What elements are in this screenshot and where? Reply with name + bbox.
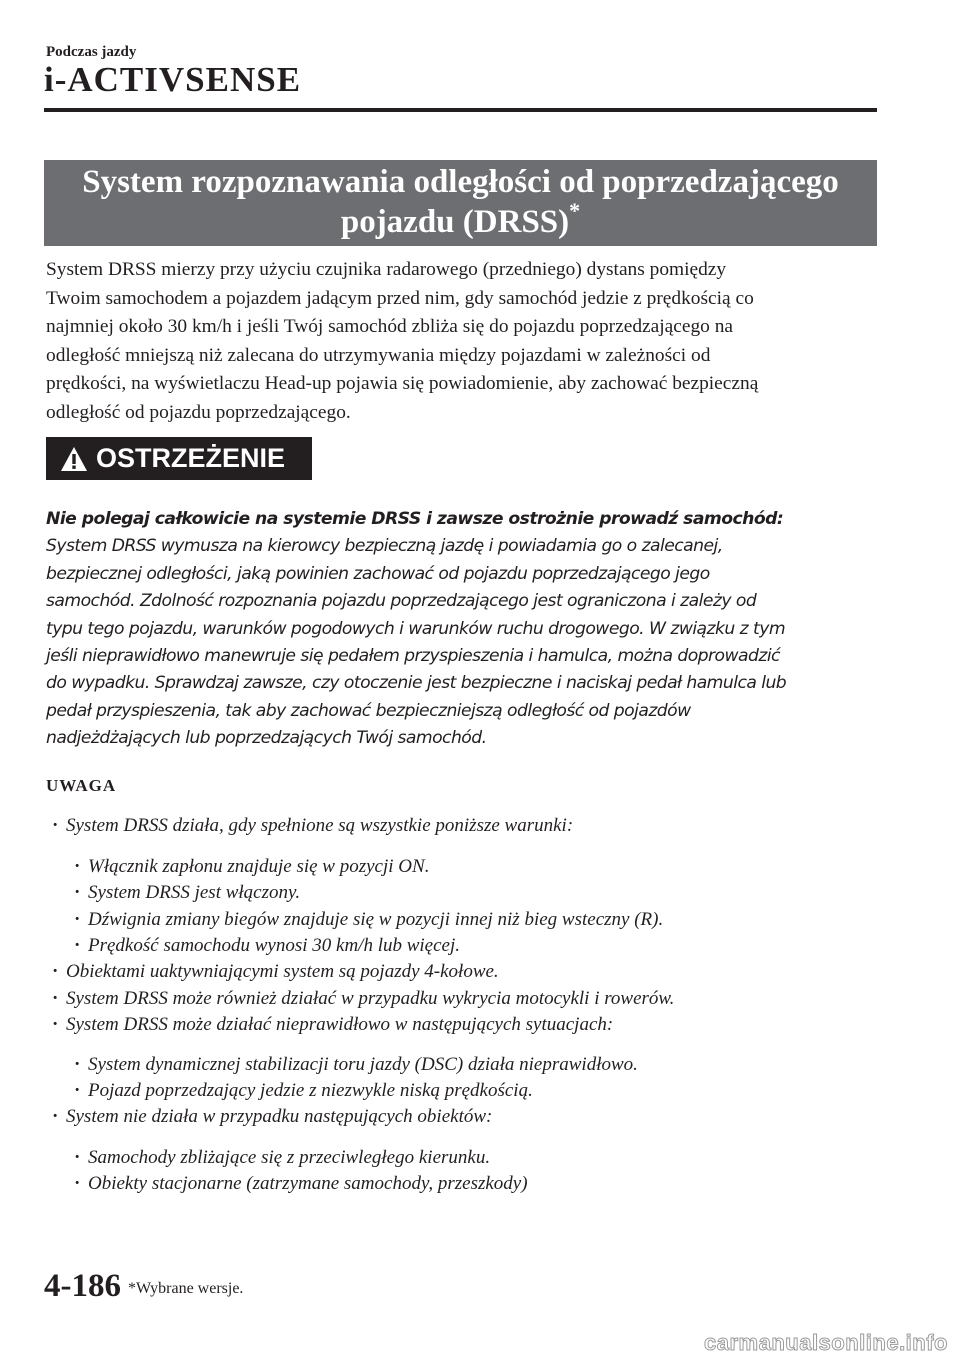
note-item-text: System dynamicznej stabilizacji toru jazdy (DSC) działa nieprawidłowo. <box>88 1054 638 1075</box>
intro-line: prędkości, na wyświetlaczu Head-up pojawia się powiadomienie, aby zachować bezpieczną <box>46 373 759 395</box>
warning-line: do wypadku. Sprawdzaj zawsze, czy otoczenie jest bezpieczne i naciskaj pedał hamulca lub <box>46 673 787 694</box>
intro-line: Twoim samochodem a pojazdem jadącym przed nim, gdy samochód jedzie z prędkością co <box>46 287 754 309</box>
note-subitem <box>74 909 663 931</box>
footnote: *Wybrane wersje. <box>128 1280 244 1297</box>
note-item-text: Dźwignia zmiany biegów znajduje się w pozycji innej niż bieg wsteczny (R). <box>88 909 664 930</box>
warning-heading: Nie polegaj całkowicie na systemie DRSS i zawsze ostrożnie prowadź samochód: <box>46 509 784 529</box>
intro-line: odległość mniejszą niż zalecana do utrzymywania między pojazdami w zależności od <box>46 344 711 366</box>
note-item-text: System DRSS działa, gdy spełnione są wszystkie poniższe warunki: <box>66 815 574 836</box>
bullet: · <box>74 935 81 956</box>
optional-equipment-marker: * <box>569 198 581 223</box>
chapter-title: i-ACTIVSENSE <box>44 60 302 99</box>
note-item <box>52 1014 613 1036</box>
warning-line: jeśli nieprawidłowo manewruje się pedałem przyspieszenia i hamulca, można doprowadzić <box>46 646 780 667</box>
bullet: · <box>74 1173 81 1194</box>
note-subitem <box>74 1080 533 1102</box>
note-item <box>52 1106 492 1128</box>
note-item-text: Samochody zbliżające się z przeciwległego kierunku. <box>88 1147 491 1168</box>
note-item-text: Obiektami uaktywniającymi system są pojazdy 4-kołowe. <box>66 961 499 982</box>
site-watermark: carmanualsonline.info <box>704 1330 948 1355</box>
note-item-text: System nie działa w przypadku następujących obiektów: <box>66 1106 493 1127</box>
section-title-box <box>44 160 877 246</box>
note-item <box>52 961 499 983</box>
page-number: 4-186 <box>44 1268 121 1304</box>
bullet: · <box>52 961 59 982</box>
note-item-text: System DRSS jest włączony. <box>88 882 301 903</box>
bullet: · <box>74 1054 81 1075</box>
warning-badge <box>46 437 312 480</box>
note-subitem <box>74 1147 490 1169</box>
note-item-text: System DRSS może działać nieprawidłowo w następujących sytuacjach: <box>66 1014 614 1035</box>
intro-line: System DRSS mierzy przy użyciu czujnika radarowego (przedniego) dystans pomiędzy <box>46 259 727 280</box>
note-subitem <box>74 935 460 957</box>
intro-line: najmniej około 30 km/h i jeśli Twój samochód zbliża się do pojazdu poprzedzającego na <box>46 316 734 338</box>
bullet: · <box>74 909 81 930</box>
warning-label: OSTRZEŻENIE <box>96 443 286 473</box>
warning-line: System DRSS wymusza na kierowcy bezpieczną jazdę i powiadamia go o zalecanej, <box>46 536 723 557</box>
warning-line: bezpiecznej odległości, jaką powinien zachować od pojazdu poprzedzającego jego <box>46 563 710 584</box>
bullet: · <box>74 1147 81 1168</box>
bullet: · <box>74 882 81 903</box>
warning-body <box>46 506 876 753</box>
note-subitem <box>74 1054 638 1076</box>
note-item-text: System DRSS może również działać w przypadku wykrycia motocykli i rowerów. <box>66 988 675 1009</box>
warning-line: pedał przyspieszenia, tak aby zachować bezpieczniejszą odległość od pojazdów <box>46 700 691 721</box>
section-title-text: pojazdu (DRSS) <box>340 204 570 240</box>
note-subitem <box>74 1173 528 1195</box>
intro-paragraph <box>46 256 876 428</box>
note-subitem <box>74 882 300 904</box>
bullet: · <box>52 1106 59 1127</box>
section-title-line-1: System rozpoznawania odległości od poprzedzającego <box>82 164 839 200</box>
note-title: UWAGA <box>46 776 117 795</box>
note-item-text: Obiekty stacjonarne (zatrzymane samochody, przeszkody) <box>88 1173 528 1194</box>
warning-triangle-icon <box>60 446 88 472</box>
bullet: · <box>74 856 81 877</box>
note-item-text: Pojazd poprzedzający jedzie z niezwykle niską prędkością. <box>88 1080 533 1101</box>
note-item-text: Włącznik zapłonu znajduje się w pozycji ON. <box>88 856 430 877</box>
bullet: · <box>52 988 59 1009</box>
warning-line: typu tego pojazdu, warunków pogodowych i warunków ruchu drogowego. W związku z tym <box>46 618 786 639</box>
note-item <box>52 815 573 837</box>
warning-line: nadjeżdżających lub poprzedzających Twój samochód. <box>46 728 487 749</box>
note-item <box>52 988 674 1010</box>
bullet: · <box>52 1014 59 1035</box>
note-subitem <box>74 856 429 878</box>
intro-line: odległość od pojazdu poprzedzającego. <box>46 401 351 423</box>
section-label: Podczas jazdy <box>46 44 137 60</box>
bullet: · <box>74 1080 81 1101</box>
note-item-text: Prędkość samochodu wynosi 30 km/h lub więcej. <box>88 935 461 956</box>
bullet: · <box>52 815 59 836</box>
warning-line: samochód. Zdolność rozpoznania pojazdu poprzedzającego jest ograniczona i zależy od <box>46 591 757 612</box>
section-title-line-2 <box>44 198 877 242</box>
header-divider <box>44 108 877 112</box>
